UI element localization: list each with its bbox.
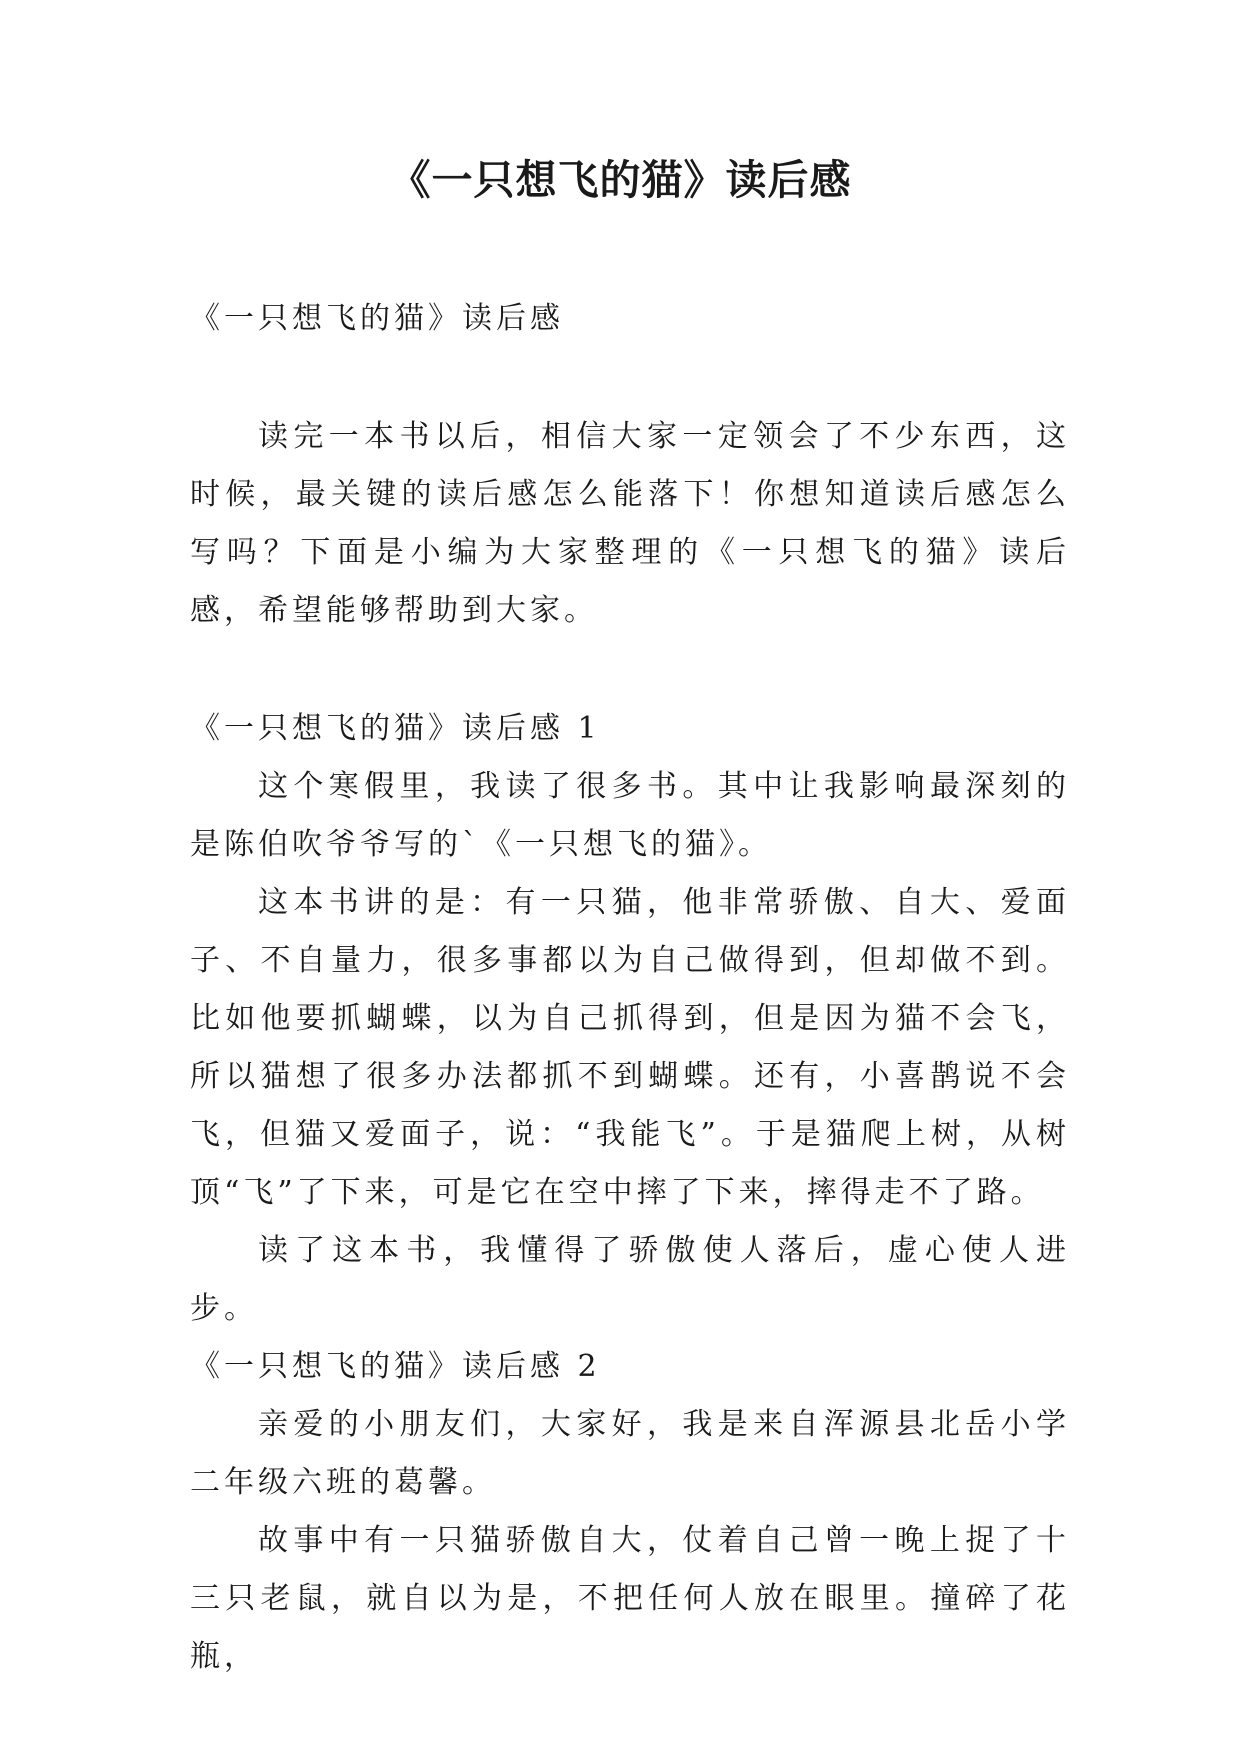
document-subtitle: 《一只想飞的猫》读后感	[190, 301, 564, 336]
essay2-heading: 《一只想飞的猫》读后感 2	[190, 1349, 601, 1384]
document-body	[190, 290, 1070, 1686]
intro-paragraph: 读完一本书以后，相信大家一定领会了不少东西，这时候，最关键的读后感怎么能落下！你想知道读后感怎么写吗？下面是小编为大家整理的《一只想飞的猫》读后感，希望能够帮助到大家。	[190, 419, 1070, 628]
essay2-paragraph-2: 故事中有一只猫骄傲自大，仗着自己曾一晚上捉了十三只老鼠，就自以为是，不把任何人放在眼里。撞碎了花瓶，	[190, 1523, 1070, 1674]
essay1-paragraph-2: 这本书讲的是：有一只猫，他非常骄傲、自大、爱面子、不自量力，很多事都以为自己做得到，但却做不到。比如他要抓蝴蝶，以为自己抓得到，但是因为猫不会飞，所以猫想了很多办法都抓不到蝴蝶。还有，小喜鹊说不会飞，但猫又爱面子，说：“我能飞”。于是猫爬上树，从树顶“飞”了下来，可是它在空中摔了下来，摔得走不了路。	[190, 885, 1070, 1210]
essay1-paragraph-3: 读了这本书，我懂得了骄傲使人落后，虚心使人进步。	[190, 1233, 1070, 1326]
essay2-paragraph-1: 亲爱的小朋友们，大家好，我是来自浑源县北岳小学二年级六班的葛馨。	[190, 1407, 1070, 1500]
spacer	[190, 640, 1070, 700]
document-title: 《一只想飞的猫》读后感	[389, 156, 852, 204]
essay1-paragraph-1: 这个寒假里，我读了很多书。其中让我影响最深刻的是陈伯吹爷爷写的`《一只想飞的猫》。	[190, 769, 1070, 862]
spacer	[190, 348, 1070, 408]
essay1-heading: 《一只想飞的猫》读后感 1	[190, 711, 601, 746]
